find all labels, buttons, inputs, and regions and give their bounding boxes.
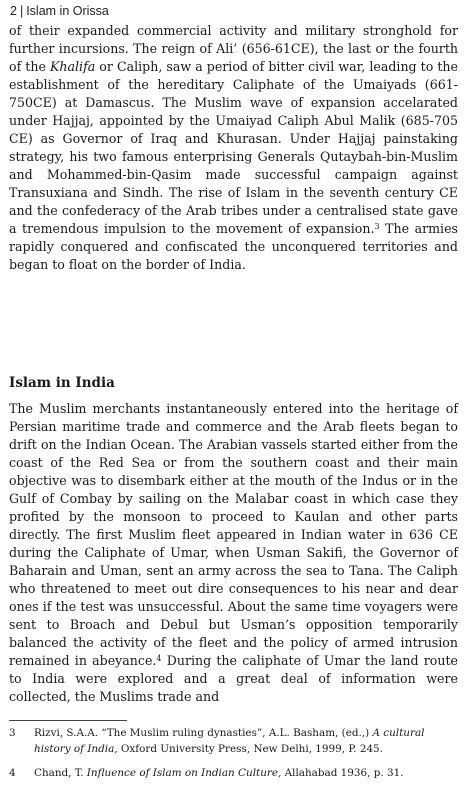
para2-text-a: The Muslim merchants instantaneously entered into the heritage of Persian maritime trade and commerce and the Arab fleets began to drift on the Indian Ocean. The Arabian vassels started either from the coast of the Red Sea or from the southern coast and their main objective was to disembark either at the mouth of the Indus or in the Gulf of Combay by sailing on the Malabar coast in which case they profited by the monsoon to proceed to Kaulan and other parts directly. The first Muslim fleet appeared in Indian water in 636 CE during the Caliphate of Umar, when Usman Sakifi, the Governor of Baharain and Uman, sent an army across the sea to Tana. The Caliph who threatened to meet out dire consequences to his near and dear ones if the test was unsuccessful. About the same time voyagers were sent to Broach and Debul but Usman’s opposition temporarily balanced the activity of the fleet and the policy of armed intrusion remained in abeyance. [9, 401, 458, 668]
footnote-ref-3[interactable]: 3 [374, 222, 380, 231]
para1-text-a: of their expanded commercial activity and military stronghold for further incursions. The reign of Ali’ (656-61CE), the last or the fourth of the [9, 23, 458, 74]
footnote-text: Allahabad 1936, p. 31. [281, 767, 404, 779]
footnote-divider [9, 720, 127, 721]
footnote-text: Rizvi, S.A.A. “The Muslim ruling dynasties”, A.L. Basham, (ed.,) [34, 727, 373, 739]
footnote-ref-4[interactable]: 4 [156, 654, 162, 663]
page-number: 2 [10, 4, 17, 18]
para1-khalifa-term: Khalifa [49, 59, 96, 74]
para2-text-b: During the caliphate of Umar the land route to India were explored and a great deal of information were collected, the Muslims trade and [9, 653, 458, 704]
footnote-number: 3 [9, 727, 16, 739]
para1-text-c: The armies rapidly conquered and confiscated the unconquered territories and began to float on the border of India. [9, 221, 458, 272]
footnote-body [34, 765, 458, 781]
footnote-text: Oxford University Press, New Delhi, 1999, P. 245. [117, 743, 383, 755]
para1-text-b: or Caliph, saw a period of bitter civil war, leading to the establishment of the hereditary Caliphate of the Umaiyads (661-750CE) at Damascus. The Muslim wave of expansion accelarated under Hajjaj, appointed by the Umaiyad Caliph Abul Malik (685-705 CE) as Governor of Iraq and Khurasan. Under Hajjaj painstaking strategy, his two famous enterprising Generals Qutaybah-bin-Muslim and Mohammed-bin-Qasim made successful campaign against Transuxiana and Sindh. The rise of Islam in the seventh century CE and the confederacy of the Arab tribes under a centralised state gave a tremendous impulsion to the movement of expansion. [9, 59, 458, 236]
footnote-3 [9, 725, 458, 757]
paragraph-1 [9, 22, 458, 274]
header-separator: | [19, 4, 24, 18]
section-heading: Islam in India [9, 375, 115, 391]
running-title: Islam in Orissa [26, 4, 109, 18]
paragraph-2 [9, 400, 458, 706]
footnote-title: A cultural history of India, [34, 727, 425, 755]
footnote-text: Chand, T. [34, 767, 87, 779]
footnote-number: 4 [9, 767, 16, 779]
running-header [10, 4, 109, 18]
footnote-title: Influence of Islam on Indian Culture, [86, 767, 282, 779]
footnote-body [34, 725, 458, 757]
footnote-4 [9, 765, 458, 781]
